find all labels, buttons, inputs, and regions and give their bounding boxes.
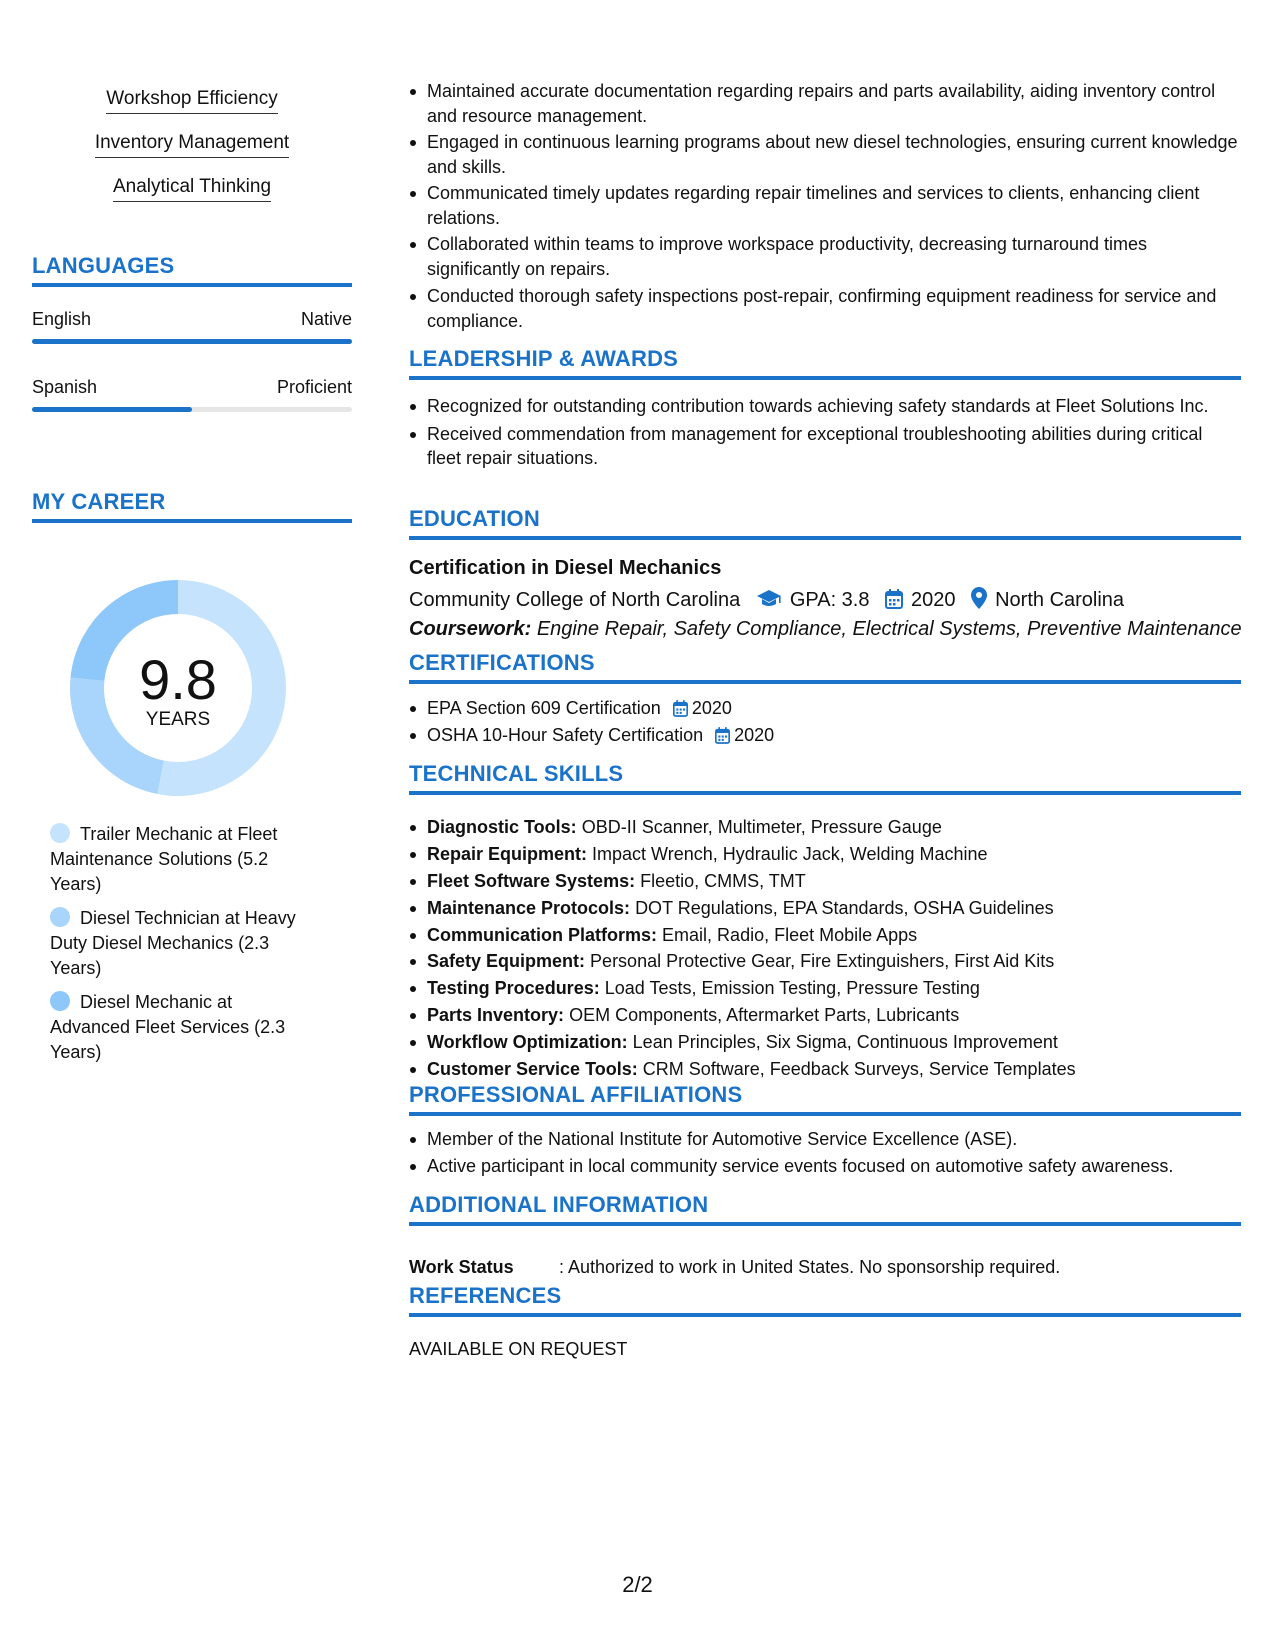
additional-info-heading: ADDITIONAL INFORMATION [409,1192,1241,1226]
language-row [32,377,352,398]
affiliations-heading: PROFESSIONAL AFFILIATIONS [409,1082,1241,1116]
list-item: Recognized for outstanding contribution towards achieving safety standards at Fleet Solutions Inc. [409,394,1241,419]
list-item [409,976,1241,1001]
language-row [32,309,352,330]
skill-category: Fleet Software Systems: [427,870,636,891]
list-item: Active participant in local community service events focused on automotive safety awareness. [409,1154,1241,1179]
languages-heading: LANGUAGES [32,253,352,287]
legend-dot [50,823,70,843]
career-legend-label: Trailer Mechanic at Fleet Maintenance Solutions (5.2 Years) [50,824,278,894]
skill-values: OBD-II Scanner, Multimeter, Pressure Gauge [581,817,942,837]
list-item [409,842,1241,867]
references-text: AVAILABLE ON REQUEST [409,1339,628,1359]
list-item [409,815,1241,840]
list-item [409,1057,1241,1082]
skill-tag [32,88,352,114]
coursework-list: Engine Repair, Safety Compliance, Electrical Systems, Preventive Maintenance [536,618,1242,640]
education-heading: EDUCATION [409,506,1241,540]
skill-values: DOT Regulations, EPA Standards, OSHA Guidelines [635,897,1054,918]
graduation-year: 2020 [911,589,956,611]
list-item: Communicated timely updates regarding repair timelines and services to clients, enhancing client relations. [409,181,1241,230]
career-legend-label: Diesel Technician at Heavy Duty Diesel Mechanics (2.3 Years) [50,908,296,978]
career-legend-label: Diesel Mechanic at Advanced Fleet Services (2.3 Years) [50,992,286,1062]
list-item [409,949,1241,974]
career-legend-item [50,822,315,897]
certification-year: 2020 [734,724,775,745]
list-item [409,869,1241,894]
skill-category: Repair Equipment: [427,843,588,864]
gpa: GPA: 3.8 [789,589,870,611]
experience-bullets [409,79,1241,333]
skill-values: Lean Principles, Six Sigma, Continuous Improvement [632,1032,1058,1053]
references-heading: REFERENCES [409,1283,1241,1317]
certification-name: EPA Section 609 Certification [427,698,661,718]
skill-tag-label: Inventory Management [95,132,289,158]
skill-category: Maintenance Protocols: [427,897,631,918]
list-item: Conducted thorough safety inspections post-repair, confirming equipment readiness for service and compliance. [409,284,1241,333]
list-item: Maintained accurate documentation regarding repairs and parts availability, aiding inventory control and resource management. [409,79,1241,128]
skill-category: Workflow Optimization: [427,1032,628,1053]
coursework-label: Coursework: [409,618,532,640]
calendar-icon [885,589,903,615]
work-status-row [409,1257,1060,1278]
certifications-heading: CERTIFICATIONS [409,650,1241,684]
certification-name: OSHA 10-Hour Safety Certification [427,724,704,745]
career-legend-item [50,906,315,981]
skill-category: Communication Platforms: [427,924,658,945]
list-item [409,923,1241,948]
skill-category: Parts Inventory: [427,1005,565,1026]
technical-skills-list [409,815,1241,1082]
list-item [409,1003,1241,1028]
location-pin-icon [971,587,987,615]
coursework [409,618,1242,641]
skill-values: Load Tests, Emission Testing, Pressure Testing [604,978,980,999]
language-bar [32,339,352,344]
skill-category: Safety Equipment: [427,951,586,972]
career-total-value: 9.8 [139,648,217,711]
graduation-cap-icon [756,589,782,615]
work-status-value: : Authorized to work in United States. No sponsorship required. [559,1257,1061,1277]
career-total-unit: YEARS [145,709,211,730]
skill-tag [32,132,352,158]
career-donut-chart [65,575,291,801]
skill-category: Diagnostic Tools: [427,817,577,837]
calendar-icon [673,700,688,717]
skill-values: OEM Components, Aftermarket Parts, Lubricants [569,1005,960,1026]
language-bar-fill [32,339,352,344]
legend-dot [50,907,70,927]
skill-tag [32,176,352,202]
language-level: Proficient [276,377,352,397]
certification-year: 2020 [691,698,732,718]
skill-tag-label: Workshop Efficiency [106,88,277,114]
language-bar [32,407,352,412]
technical-skills-heading: TECHNICAL SKILLS [409,761,1241,795]
education-details [409,587,1124,615]
skill-values: Impact Wrench, Hydraulic Jack, Welding Machine [592,843,988,864]
certifications-list [409,696,1241,747]
calendar-icon [715,727,730,744]
skill-category: Testing Procedures: [427,978,600,999]
list-item: Member of the National Institute for Automotive Service Excellence (ASE). [409,1127,1241,1152]
work-status-label: Work Status [409,1257,514,1277]
leadership-heading: LEADERSHIP & AWARDS [409,346,1241,380]
skill-values: Email, Radio, Fleet Mobile Apps [662,924,918,945]
list-item: Received commendation from management for exceptional troubleshooting abilities during critical fleet repair situations. [409,422,1241,471]
list-item: Collaborated within teams to improve workspace productivity, decreasing turnaround times significantly on repairs. [409,232,1241,281]
skill-values: CRM Software, Feedback Surveys, Service Templates [642,1059,1076,1080]
education-location: North Carolina [995,589,1125,611]
list-item: Engaged in continuous learning programs about new diesel technologies, ensuring current knowledge and skills. [409,130,1241,179]
language-name: Spanish [32,377,98,397]
leadership-list [409,394,1241,471]
career-heading: MY CAREER [32,489,352,523]
skill-values: Fleetio, CMMS, TMT [640,870,806,891]
list-item [409,696,1241,721]
skill-values: Personal Protective Gear, Fire Extinguishers, First Aid Kits [590,951,1055,972]
list-item [409,723,1241,748]
language-bar-fill [32,407,192,412]
career-legend-item [50,990,315,1065]
school-name: Community College of North Carolina [409,589,741,611]
page-number: 2/2 [622,1572,653,1597]
legend-dot [50,991,70,1011]
skill-category: Customer Service Tools: [427,1059,638,1080]
skill-tag-label: Analytical Thinking [113,176,271,202]
list-item [409,896,1241,921]
language-name: English [32,309,92,329]
affiliations-list [409,1127,1241,1178]
language-level: Native [300,309,352,329]
list-item [409,1030,1241,1055]
degree-title: Certification in Diesel Mechanics [409,557,722,579]
